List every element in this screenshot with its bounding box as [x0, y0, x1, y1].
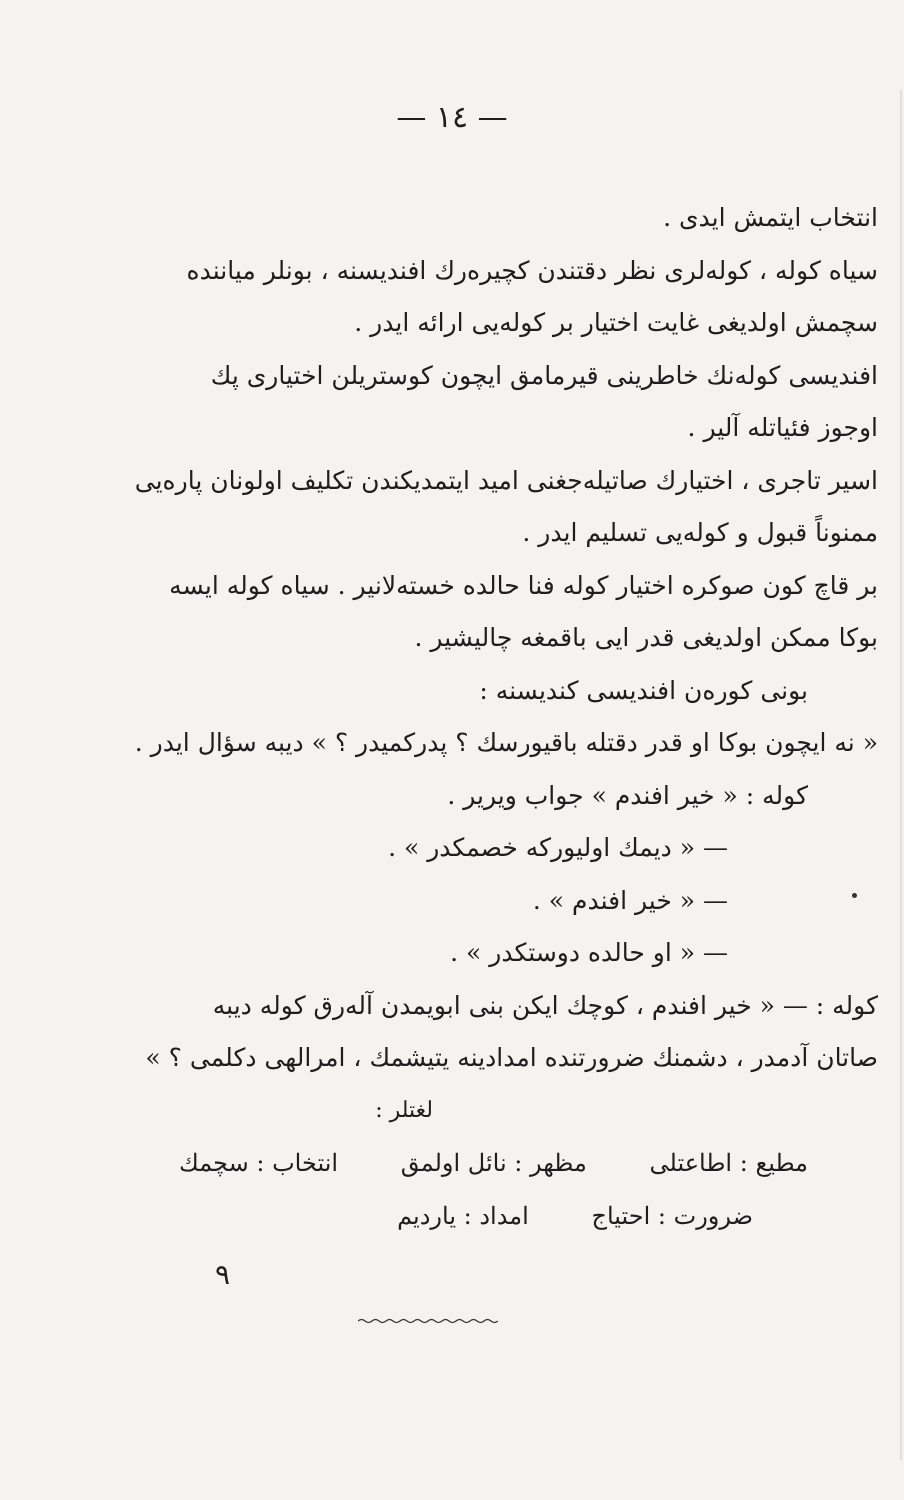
page-edge-shadow	[900, 90, 902, 1460]
text-line: انتخاب ایتمش ایدی .	[663, 203, 878, 232]
decorative-wavy-rule	[358, 1318, 498, 1324]
dialog-line: — « خیر افندم » .	[532, 885, 728, 915]
text-line: کوله : — « خیر افندم ، کوچك ایکن بنی ابویمدن آله‌رق کوله دیبه	[212, 990, 878, 1020]
text-line: کوله : « خیر افندم » جواب ویریر .	[447, 780, 808, 810]
end-mark: ٩	[215, 1258, 231, 1291]
ink-dot	[852, 893, 857, 898]
text-line: سچمش اولدیغی غایت اختیار بر کوله‌یی ارائه ایدر .	[354, 308, 878, 337]
dialog-line: — « دیمك اولیورکه خصمکدر » .	[388, 833, 728, 862]
glossary-title: لغتلر :	[375, 1097, 433, 1123]
text-line: سیاه کوله ، کوله‌لری نظر دقتندن کچیره‌رك افندیسنه ، بونلر میاننده	[186, 255, 878, 285]
text-line: اوجوز فئیاتله آلیر .	[687, 413, 878, 442]
text-line: اسیر تاجری ، اختیارك صاتیله‌جغنی امید ایتمدیکندن تکلیف اولونان پاره‌یی	[134, 465, 878, 495]
text-line: بونی کوره‌ن افندیسی کندیسنه :	[479, 675, 808, 705]
glossary-entry: انتخاب : سچمك	[179, 1149, 339, 1177]
page-number: — ١٤ —	[396, 100, 508, 135]
glossary-entry: مظهر : نائل اولمق	[400, 1149, 587, 1177]
glossary-entry: مطیع : اطاعتلی	[649, 1149, 808, 1177]
glossary-row	[18, 1137, 878, 1190]
glossary-entry: ضرورت : احتیاج	[591, 1201, 753, 1230]
text-line: « نه ایچون بوکا او قدر دقتله باقیورسك ؟ پدرکمیدر ؟ » دیبه سؤال ایدر .	[134, 728, 878, 757]
glossary-row	[18, 1190, 878, 1243]
dialog-line: — « او حالده دوستکدر » .	[450, 938, 728, 967]
text-line: بوکا ممکن اولدیغی قدر ایی باقمغه چالیشیر .	[414, 623, 878, 652]
text-line: بر قاچ کون صوکره اختیار کوله فنا حالده خسته‌لانیر . سیاه کوله ایسه	[169, 570, 878, 600]
text-line: افندیسی کوله‌نك خاطرینی قیرمامق ایچون کوستریلن اختیاری پك	[210, 360, 878, 390]
text-line: صاتان آدمدر ، دشمنك ضرورتنده امدادینه یتیشمك ، امرالهی دکلمی ؟ »	[145, 1043, 878, 1072]
glossary-entry: امداد : یاردیم	[397, 1201, 529, 1230]
text-line: ممنوناً قبول و کوله‌یی تسلیم ایدر .	[522, 518, 878, 547]
page-body	[18, 192, 878, 1242]
